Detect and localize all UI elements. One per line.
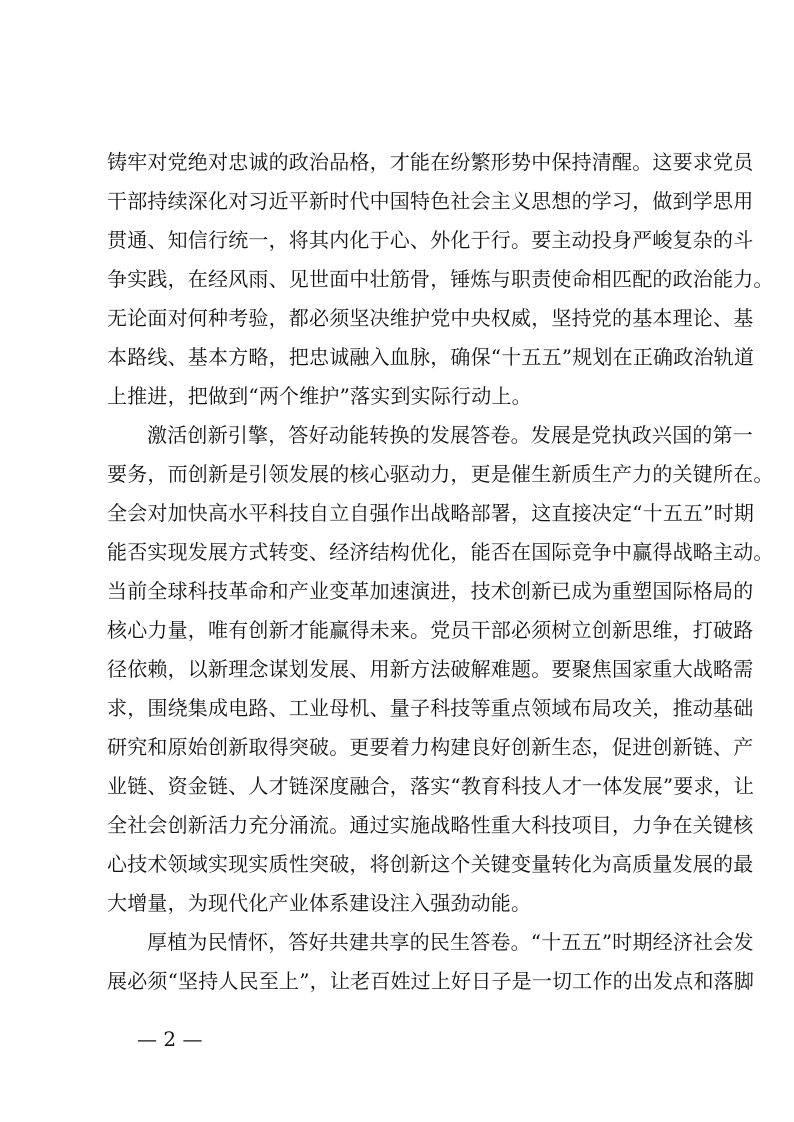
paragraph-2-line-5: 当前全球科技革命和产业变革加速演进，技术创新已成为重塑国际格局的: [107, 579, 754, 603]
page-number: — 2 —: [137, 1027, 203, 1051]
paragraph-1-line-3: 贯通、知信行统一，将其内化于心、外化于行。要主动投身严峻复杂的斗: [107, 228, 754, 252]
paragraph-2-line-8: 求，围绕集成电路、工业母机、量子科技等重点领域布局攻关，推动基础: [107, 696, 754, 720]
paragraph-2-line-1: 激活创新引擎，答好动能转换的发展答卷。发展是党执政兴国的第一: [147, 423, 753, 447]
paragraph-1-line-5: 无论面对何种考验，都必须坚决维护党中央权威，坚持党的基本理论、基: [107, 306, 754, 330]
paragraph-3-line-2: 展必须“坚持人民至上”，让老百姓过上好日子是一切工作的出发点和落脚: [107, 969, 755, 993]
paragraph-2-line-9: 研究和原始创新取得突破。更要着力构建良好创新生态，促进创新链、产: [107, 735, 754, 759]
paragraph-1-line-7: 上推进，把做到“两个维护”落实到实际行动上。: [107, 384, 532, 408]
paragraph-3-line-1: 厚植为民情怀，答好共建共享的民生答卷。“十五五”时期经济社会发: [147, 930, 754, 954]
paragraph-1-line-6: 本路线、基本方略，把忠诚融入血脉，确保“十五五”规划在正确政治轨道: [107, 345, 755, 369]
paragraph-1-line-2: 干部持续深化对习近平新时代中国特色社会主义思想的学习，做到学思用: [107, 189, 754, 213]
paragraph-2-line-6: 核心力量，唯有创新才能赢得未来。党员干部必须树立创新思维，打破路: [107, 618, 754, 642]
paragraph-2-line-4: 能否实现发展方式转变、经济结构优化，能否在国际竞争中赢得战略主动。: [107, 540, 774, 564]
paragraph-2-line-7: 径依赖，以新理念谋划发展、用新方法破解难题。要聚焦国家重大战略需: [107, 657, 754, 681]
paragraph-2-line-10: 业链、资金链、人才链深度融合，落实“教育科技人才一体发展”要求，让: [107, 774, 755, 798]
paragraph-1-line-4: 争实践，在经风雨、见世面中壮筋骨，锤炼与职责使命相匹配的政治能力。: [107, 267, 774, 291]
paragraph-1-line-1: 铸牢对党绝对忠诚的政治品格，才能在纷繁形势中保持清醒。这要求党员: [107, 150, 754, 174]
paragraph-2-line-11: 全社会创新活力充分涌流。通过实施战略性重大科技项目，力争在关键核: [107, 813, 754, 837]
paragraph-2-line-3: 全会对加快高水平科技自立自强作出战略部署，这直接决定“十五五”时期: [107, 501, 755, 525]
paragraph-2-line-13: 大增量，为现代化产业体系建设注入强劲动能。: [107, 891, 532, 915]
paragraph-2-line-2: 要务，而创新是引领发展的核心驱动力，更是催生新质生产力的关键所在。: [107, 462, 774, 486]
paragraph-2-line-12: 心技术领域实现实质性突破，将创新这个关键变量转化为高质量发展的最: [107, 852, 754, 876]
